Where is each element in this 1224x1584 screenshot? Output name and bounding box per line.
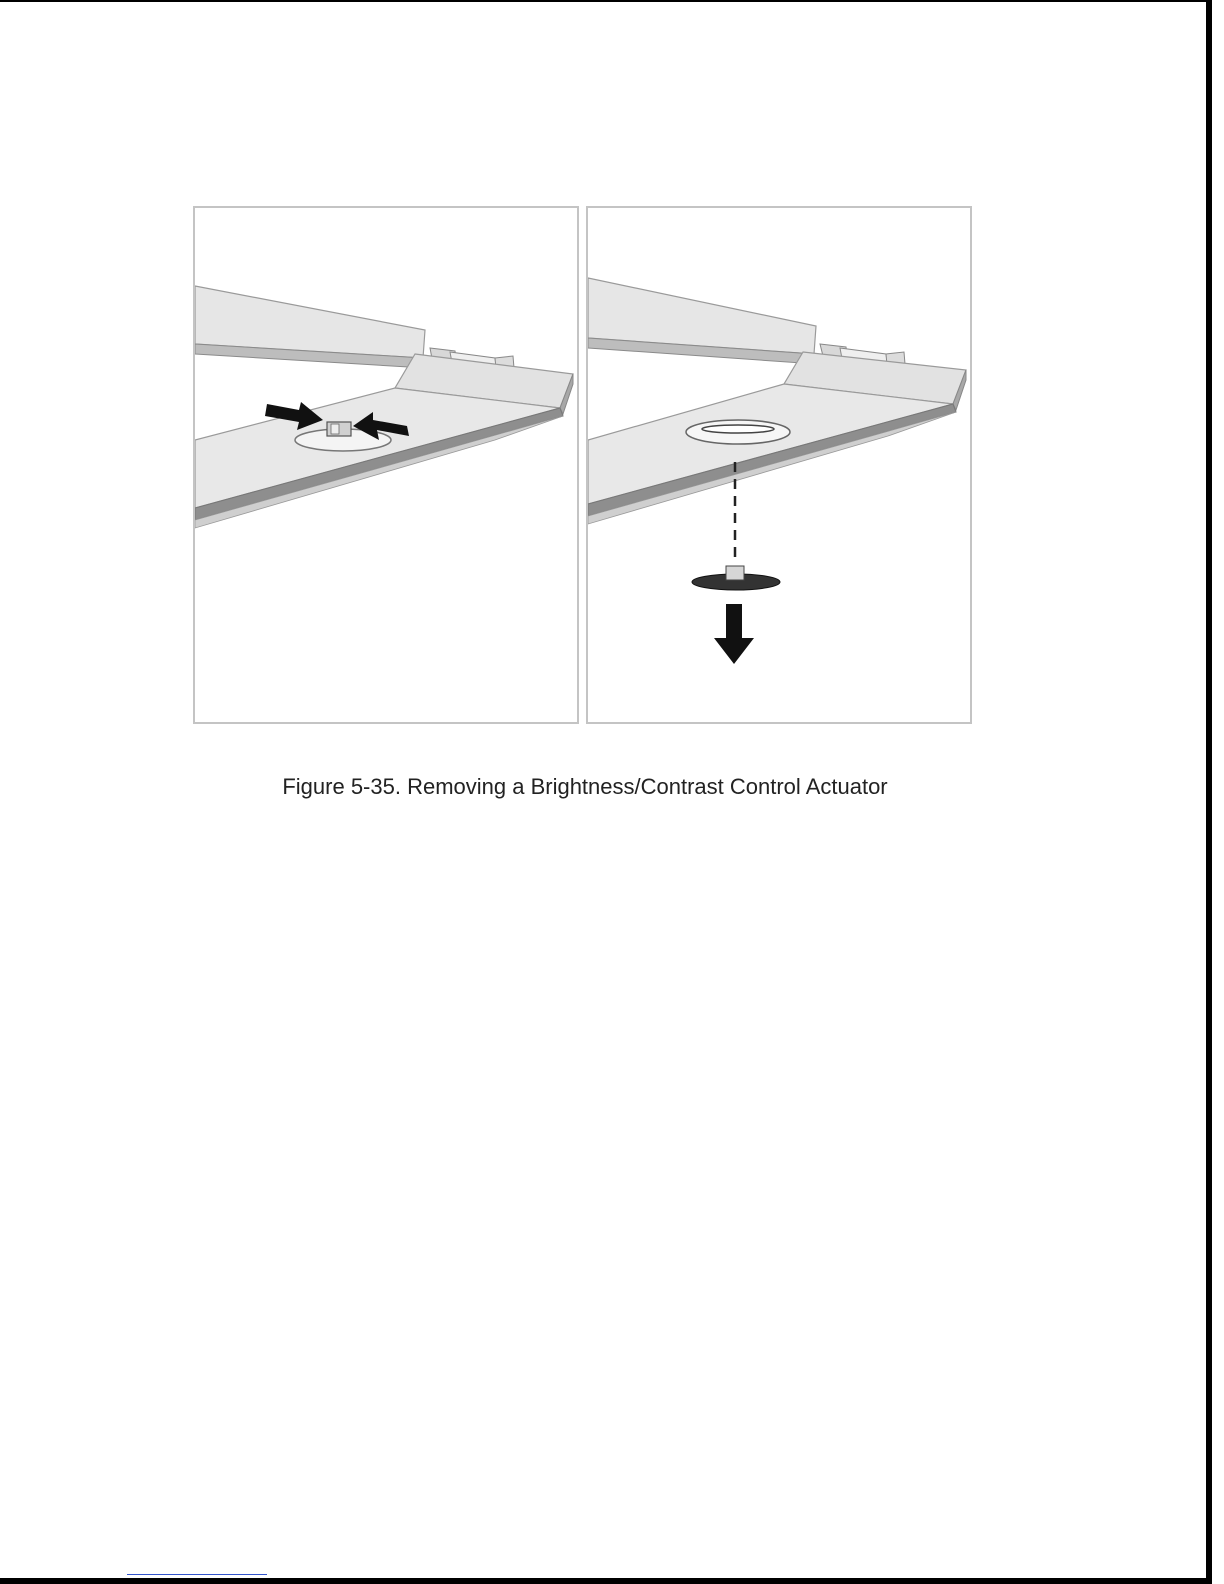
page-border-top [0,0,1210,2]
bezel-illustration-left [195,208,577,722]
figure-5-35 [193,206,973,724]
actuator-part [692,566,780,590]
figure-caption: Figure 5-35. Removing a Brightness/Contrast Control Actuator [282,774,888,799]
down-arrow-icon [714,604,754,664]
panel-remove-actuator [586,206,972,724]
footer-link[interactable] [127,1574,267,1575]
page-border-bottom [0,1578,1212,1584]
page-border-right [1206,0,1212,1584]
panel-press-tabs [193,206,579,724]
bezel-illustration-right [588,208,970,722]
